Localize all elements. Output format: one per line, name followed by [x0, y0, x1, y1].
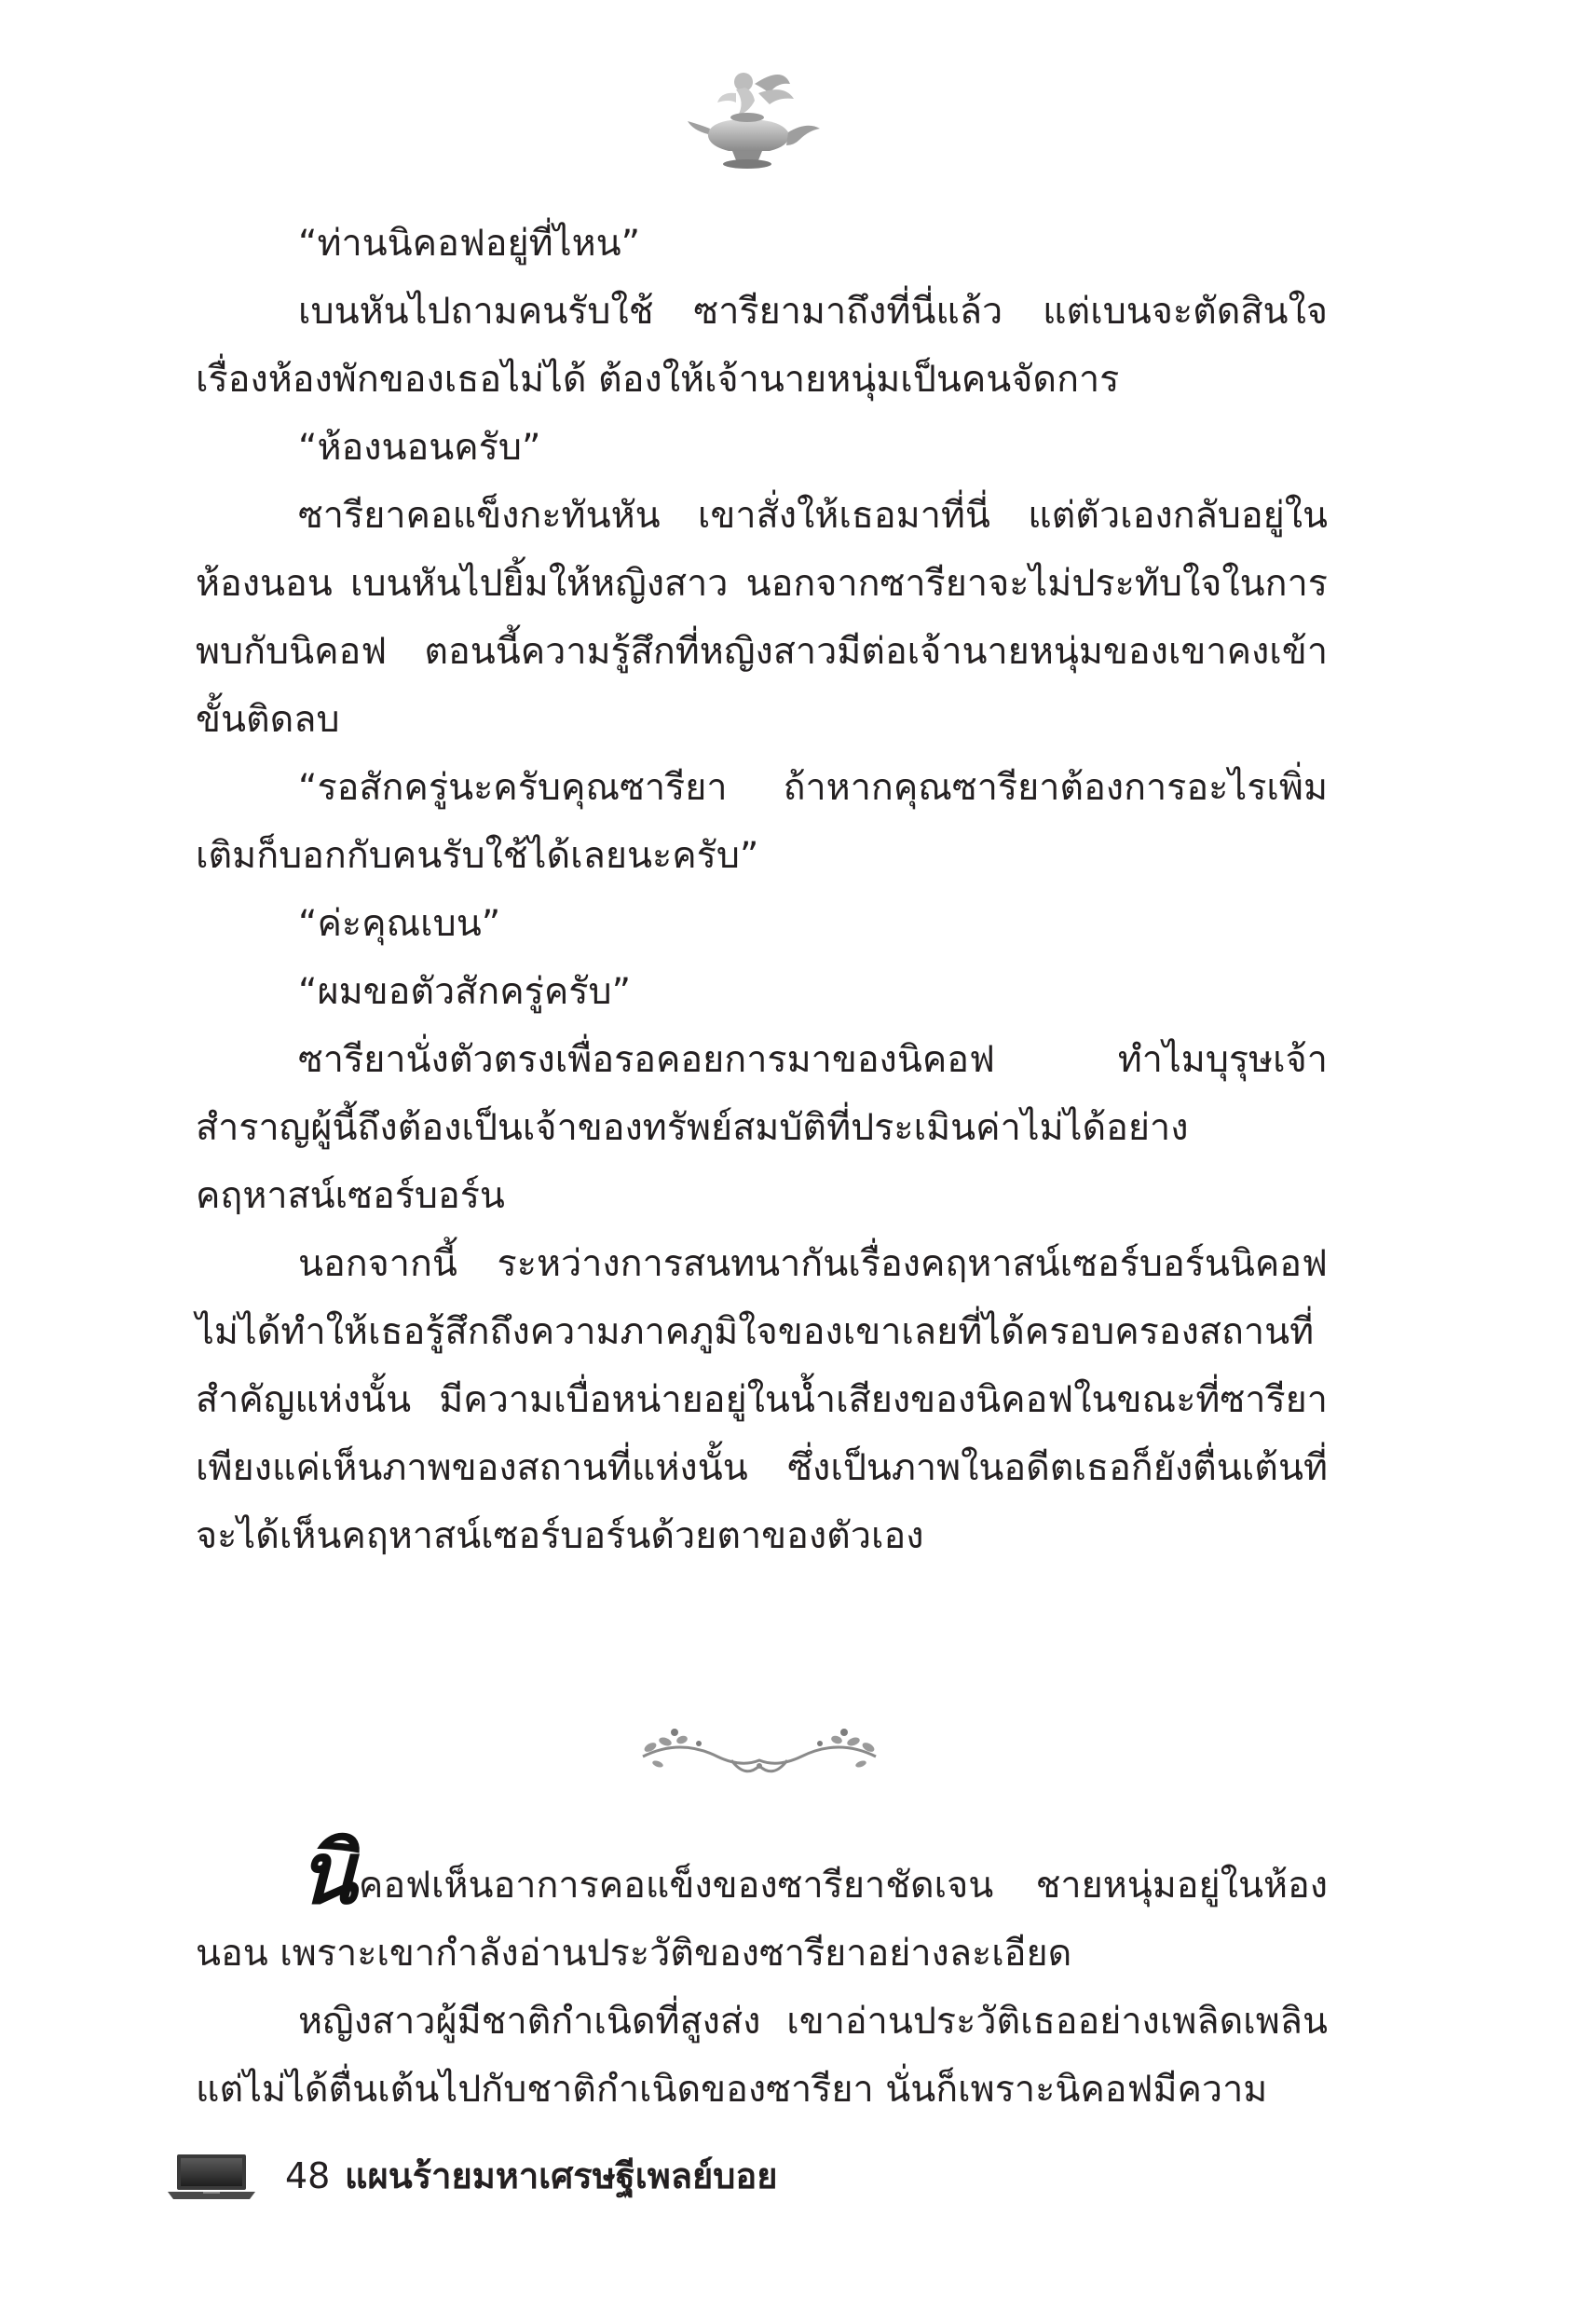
paragraph: นอกจากนี้ ระหว่างการสนทนากันเรื่องคฤหาสน์เซอร์บอร์นนิคอฟไม่ได้ทำให้เธอรู้สึกถึงความภาคภูมิใจของเขาเลยที่ได้ครอบครองสถานที่สำคัญแห่งนั้น มีความเบื่อหน่ายอยู่ในน้ำเสียงของนิคอฟในขณะที่ซารียา เพียงแค่เห็นภาพของสถานที่แห่งนั้น ซึ่งเป็นภาพในอดีตเธอก็ยังตื่นเต้นที่จะได้เห็นคฤหาสน์เซอร์บอร์นด้วยตาของตัวเอง [196, 1242, 1328, 1557]
section-two [196, 1823, 1328, 2124]
floral-divider-icon [624, 1719, 894, 1794]
paragraph [196, 1823, 1328, 1988]
genie-lamp-icon [680, 56, 839, 177]
paragraph: ซารียานั่งตัวตรงเพื่อรอคอยการมาของนิคอฟ ทำไมบุรุษเจ้าสำราญผู้นี้ถึงต้องเป็นเจ้าของทรัพย์สมบัติที่ประเมินค่าไม่ได้อย่างคฤหาสน์เซอร์บอร์น [196, 1038, 1328, 1217]
book-title: แผนร้ายมหาเศรษฐีเพลย์บอย [345, 2155, 778, 2196]
laptop-icon [166, 2153, 257, 2201]
drop-cap: นิ [298, 1823, 357, 1923]
paragraph: “ค่ะคุณเบน” [298, 902, 501, 945]
body-text [196, 210, 1328, 1570]
paragraph: “ท่านนิคอฟอยู่ที่ไหน” [298, 222, 641, 265]
paragraph: “ผมขอตัวสักครู่ครับ” [298, 970, 632, 1013]
paragraph: หญิงสาวผู้มีชาติกำเนิดที่สูงส่ง เขาอ่านประวัติเธออย่างเพลิดเพลินแต่ไม่ได้ตื่นเต้นไปกับชาติกำเนิดของซารียา นั่นก็เพราะนิคอฟมีความ [196, 2000, 1328, 2111]
paragraph: “ห้องนอนครับ” [298, 426, 541, 469]
page-number: 48 [285, 2155, 331, 2196]
page-footer [166, 2143, 1004, 2208]
paragraph: “รอสักครู่นะครับคุณซารียา ถ้าหากคุณซารียาต้องการอะไรเพิ่มเติมก็บอกกับคนรับใช้ได้เลยนะครับ” [196, 766, 1328, 877]
paragraph-text: คอฟเห็นอาการคอแข็งของซารียาชัดเจน ชายหนุ่มอยู่ในห้องนอน เพราะเขากำลังอ่านประวัติของซารียาอย่างละเอียด [196, 1864, 1328, 1975]
paragraph: ซารียาคอแข็งกะทันหัน เขาสั่งให้เธอมาที่นี่ แต่ตัวเองกลับอยู่ในห้องนอน เบนหันไปยิ้มให้หญิงสาว นอกจากซารียาจะไม่ประทับใจในการพบกับนิคอฟ ตอนนี้ความรู้สึกที่หญิงสาวมีต่อเจ้านายหนุ่มของเขาคงเข้าขั้นติดลบ [196, 494, 1328, 741]
paragraph: เบนหันไปถามคนรับใช้ ซารียามาถึงที่นี่แล้ว แต่เบนจะตัดสินใจเรื่องห้องพักของเธอไม่ได้ ต้องให้เจ้านายหนุ่มเป็นคนจัดการ [196, 290, 1328, 401]
